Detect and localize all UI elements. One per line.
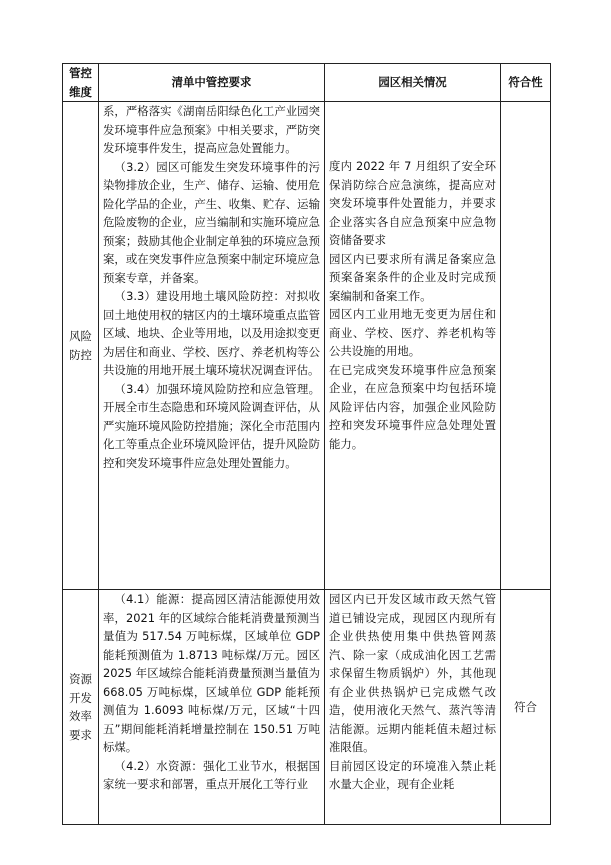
status-cell xyxy=(325,102,501,590)
status-paragraph: 度内 2022 年 7 月组织了安全环保消防综合应急演练，提高应对突发环境事件处置能力，并要求企业落实各自应急预案中应急物资储备要求 xyxy=(329,159,496,247)
requirement-cell xyxy=(99,102,325,590)
status-paragraph: 园区内已开发区域市政天然气管道已铺设完成，现园区内现所有企业供热使用集中供热管网蒸汽、除一家（成成油化因工艺需求保留生物质锅炉）外，其他现有企业供热锅炉已完成燃气改造，使用液化天然气、蒸汽等清洁能源。远期内能耗值未超过标准限值。 xyxy=(329,592,496,754)
header-row xyxy=(63,64,551,102)
dimension-cell: 风险防控 xyxy=(63,102,99,590)
status-paragraph: 在已完成突发环境事件应急预案企业，在应急预案中均包括环境风险评估内容，加强企业风险防控和突发环境事件应急处理处置能力。 xyxy=(329,362,496,451)
header-requirement: 清单中管控要求 xyxy=(99,64,325,102)
header-park-status: 园区相关情况 xyxy=(325,64,501,102)
status-paragraph: 园区内工业用地无变更为居住和商业、学校、医疗、养老机构等公共设施的用地。 xyxy=(329,307,496,358)
requirement-paragraph: （3.4）加强环境风险防控和应急管理。开展全市生态隐患和环境风险调查评估，从严实施环境风险防控措施；深化全市范围内化工等重点企业环境风险评估，提升风险防控和突发环境事件应急处理处置能力。 xyxy=(103,381,320,470)
requirement-paragraph: 系，严格落实《湖南岳阳绿色化工产业园突发环境事件应急预案》中相关要求，严防突发环境事件发生，提高应急处置能力。 xyxy=(103,104,320,155)
dimension-cell: 资源开发效率要求 xyxy=(63,590,99,825)
requirement-paragraph: （3.2）园区可能发生突发环境事件的污染物排放企业，生产、储存、运输、使用危险化学品的企业，产生、收集、贮存、运输危险废物的企业，应当编制和实施环境应急预案；鼓励其他企业制定单独的环境应急预案，或在突发事件应急预案中制定环境应急预案专章，并备案。 xyxy=(103,159,320,285)
status-cell xyxy=(325,590,501,825)
requirement-paragraph: （4.2）水资源：强化工业节水，根据国家统一要求和部署，重点开展化工等行业 xyxy=(103,758,320,791)
table-row-resource xyxy=(63,590,551,825)
table-row-risk xyxy=(63,102,551,590)
requirement-paragraph: （3.3）建设用地土壤风险防控：对拟收回土地使用权的辖区内的土壤环境重点监管区域、地块、企业等用地，以及用途拟变更为居住和商业、学校、医疗、养老机构等公共设施的用地开展土壤环境状况调查评估。 xyxy=(103,289,320,377)
compliance-cell: 符合 xyxy=(501,590,551,825)
requirement-paragraph: （4.1）能源：提高园区清洁能源使用效率，2021 年的区域综合能耗消费量预测当量值为 517.54 万吨标煤，区域单位 GDP 能耗预测值为 1.8713 吨标煤/万元。园区 2025 年区域综合能耗消费量预测当量值为 668.05 万吨标煤，区域单位 GDP 能耗预测值为 1.6093 吨标煤/万元，区域“十四五”期间能耗消耗增量控制在 150.51 万吨标煤。 xyxy=(103,592,320,754)
compliance-table xyxy=(62,63,551,825)
status-paragraph: 园区内已要求所有满足备案应急预案备案条件的企业及时完成预案编制和备案工作。 xyxy=(329,251,496,303)
compliance-cell xyxy=(501,102,551,590)
header-dimension: 管控维度 xyxy=(63,64,99,102)
header-compliance: 符合性 xyxy=(501,64,551,102)
status-paragraph: 目前园区设定的环境准入禁止耗水量大企业，现有企业耗 xyxy=(329,758,496,791)
requirement-cell xyxy=(99,590,325,825)
